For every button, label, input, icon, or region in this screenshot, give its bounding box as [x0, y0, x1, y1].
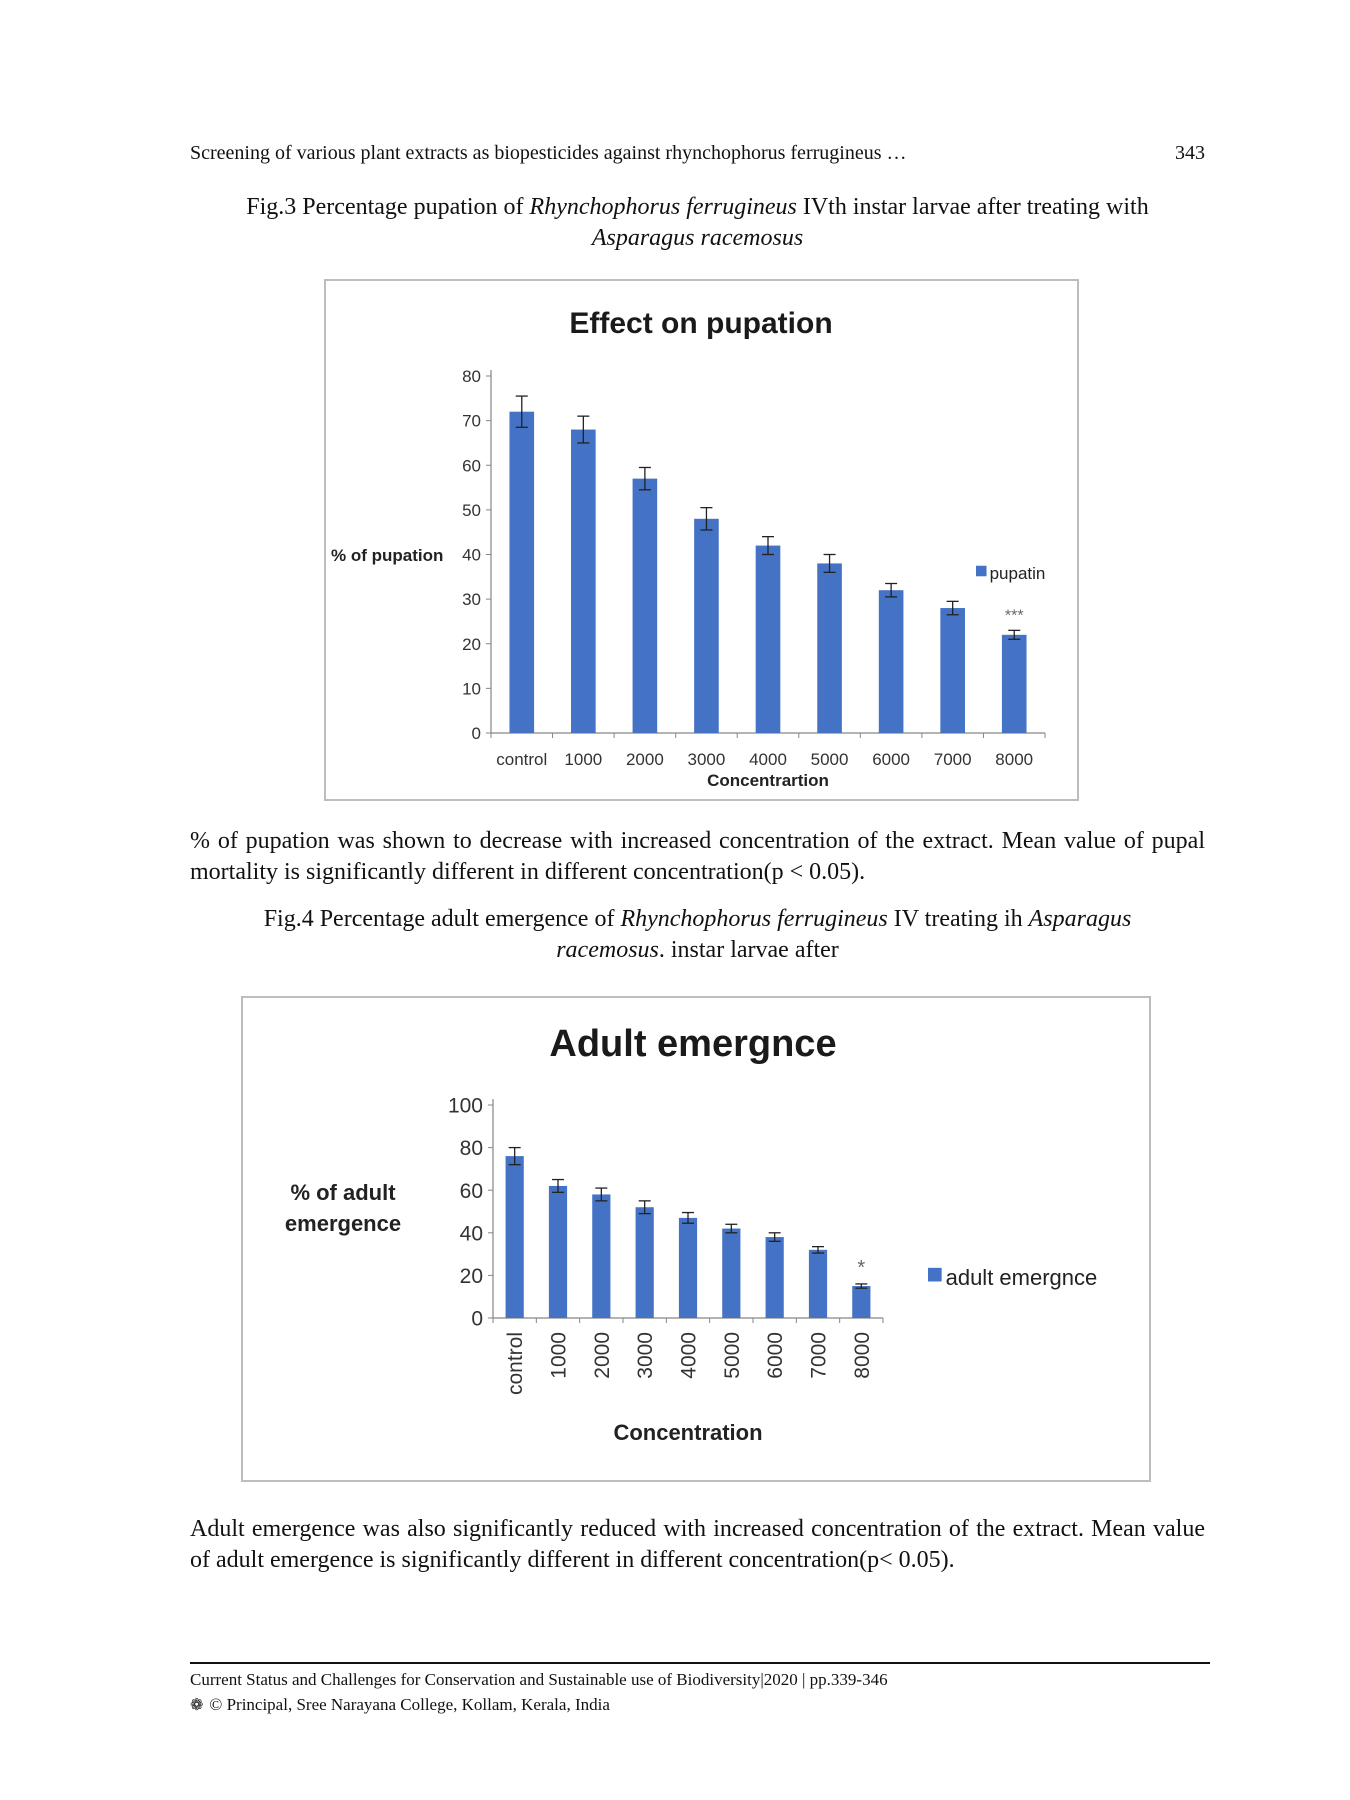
y-axis-label-line1: % of adult: [290, 1180, 396, 1205]
bar-4000: [756, 546, 781, 733]
bar-7000: [809, 1250, 827, 1318]
x-tick-label-7000: 7000: [807, 1332, 831, 1379]
bar-6000: [766, 1237, 784, 1318]
x-tick-label-5000: 5000: [720, 1332, 744, 1379]
bar-8000: [1002, 635, 1027, 733]
legend-swatch: [976, 566, 987, 577]
fig4-caption-plant2: racemosus: [556, 937, 659, 963]
x-tick-label-5000: 5000: [810, 750, 849, 769]
y-tick-label: 0: [471, 724, 481, 744]
footer-divider: [190, 1662, 1210, 1664]
bar-5000: [722, 1229, 740, 1318]
adult-emergence-chart: [241, 996, 1151, 1482]
bar-7000: [940, 608, 965, 733]
y-tick-label: 50: [462, 500, 481, 520]
pupation-chart: [324, 279, 1079, 801]
paragraph-pupation: % of pupation was shown to decrease with increased concentration of the extract. Mean value of pupal mortality is significantly different in different concentration(p < 0.05).: [190, 828, 1205, 885]
fig3-caption-mid: IVth instar larvae after treating with: [796, 194, 1149, 220]
fig3-caption-species: Rhynchophorus ferrugineus: [529, 194, 797, 220]
y-tick-label: 40: [459, 1222, 483, 1246]
y-tick-label: 0: [471, 1307, 483, 1331]
x-tick-label-control: control: [496, 750, 548, 769]
legend-label: adult emergnce: [945, 1265, 1098, 1290]
bar-6000: [879, 590, 904, 733]
bar-control: [509, 412, 534, 733]
y-tick-label: 30: [462, 590, 481, 610]
adult-emergence-chart-svg: [243, 998, 1149, 1480]
fig4-caption-mid: IV treating ih: [887, 906, 1029, 932]
footer-copyright-text: © Principal, Sree Narayana College, Kollam, Kerala, India: [209, 1695, 610, 1714]
college-logo-icon: ❁: [190, 1697, 204, 1714]
bar-1000: [571, 430, 596, 733]
chart-title: Adult emergnce: [549, 1023, 837, 1065]
paragraph-emergence: Adult emergence was also significantly reduced with increased concentration of the extract. Mean value of adult emergence is significantly different in different concentration(p< 0.05).: [190, 1516, 1205, 1573]
bar-1000: [549, 1186, 567, 1318]
x-tick-label-7000: 7000: [933, 750, 972, 769]
significance-marker: *: [857, 1256, 866, 1279]
bar-control: [506, 1156, 524, 1318]
y-tick-label: 40: [462, 545, 481, 565]
x-tick-label-4000: 4000: [749, 750, 787, 769]
x-tick-label-6000: 6000: [872, 750, 911, 769]
chart-title: Effect on pupation: [569, 307, 833, 340]
significance-marker: ***: [1004, 607, 1024, 625]
footer-citation: Current Status and Challenges for Conservation and Sustainable use of Biodiversity|2020 | pp.339-346: [190, 1670, 888, 1689]
x-tick-label-control: control: [504, 1332, 528, 1396]
fig3-caption-prefix: Fig.3 Percentage pupation of: [246, 194, 530, 220]
bar-3000: [694, 519, 719, 733]
pupation-chart-svg: [326, 281, 1077, 799]
x-tick-label-3000: 3000: [687, 750, 726, 769]
y-tick-label: 20: [462, 634, 481, 654]
x-axis-label: Concentration: [613, 1420, 763, 1445]
bar-5000: [817, 563, 842, 733]
y-tick-label: 60: [459, 1179, 483, 1203]
x-tick-label-6000: 6000: [764, 1332, 788, 1379]
page-number: 343: [1175, 142, 1205, 164]
fig4-caption-species: Rhynchophorus ferrugineus: [620, 906, 888, 932]
footer-copyright: [190, 1695, 610, 1715]
y-tick-label: 10: [462, 679, 481, 699]
x-tick-label-8000: 8000: [995, 750, 1034, 769]
y-tick-label: 70: [462, 411, 481, 431]
y-tick-label: 80: [459, 1137, 483, 1161]
running-header: [190, 142, 1205, 165]
fig3-caption-plant: Asparagus racemosus: [591, 225, 804, 251]
y-tick-label: 20: [459, 1264, 483, 1288]
y-tick-label: 60: [462, 456, 481, 476]
y-axis-label: % of pupation: [331, 546, 444, 565]
bar-8000: [852, 1286, 870, 1318]
x-tick-label-2000: 2000: [625, 750, 664, 769]
bar-4000: [679, 1218, 697, 1318]
y-tick-label: 100: [447, 1094, 483, 1118]
bar-2000: [633, 479, 658, 733]
x-tick-label-2000: 2000: [590, 1332, 614, 1379]
y-axis-label-line2: emergence: [284, 1210, 402, 1236]
fig4-caption-tail: . instar larvae after: [658, 937, 839, 963]
x-axis-label: Concentrartion: [707, 771, 829, 790]
y-tick-label: 80: [462, 367, 481, 387]
fig3-caption: [190, 192, 1205, 254]
legend-label: pupatin: [989, 564, 1046, 583]
fig4-caption-plant1: Asparagus: [1028, 906, 1132, 932]
x-tick-label-1000: 1000: [564, 750, 603, 769]
x-tick-label-1000: 1000: [547, 1332, 571, 1379]
legend-swatch: [928, 1268, 942, 1282]
bar-2000: [592, 1194, 610, 1318]
bar-3000: [636, 1207, 654, 1318]
fig4-caption-prefix: Fig.4 Percentage adult emergence of: [263, 906, 621, 932]
x-tick-label-4000: 4000: [677, 1332, 701, 1379]
fig4-caption: [190, 904, 1205, 966]
x-tick-label-3000: 3000: [634, 1332, 658, 1379]
running-title: Screening of various plant extracts as biopesticides against rhynchophorus ferrugineus …: [190, 142, 907, 164]
x-tick-label-8000: 8000: [850, 1332, 874, 1379]
